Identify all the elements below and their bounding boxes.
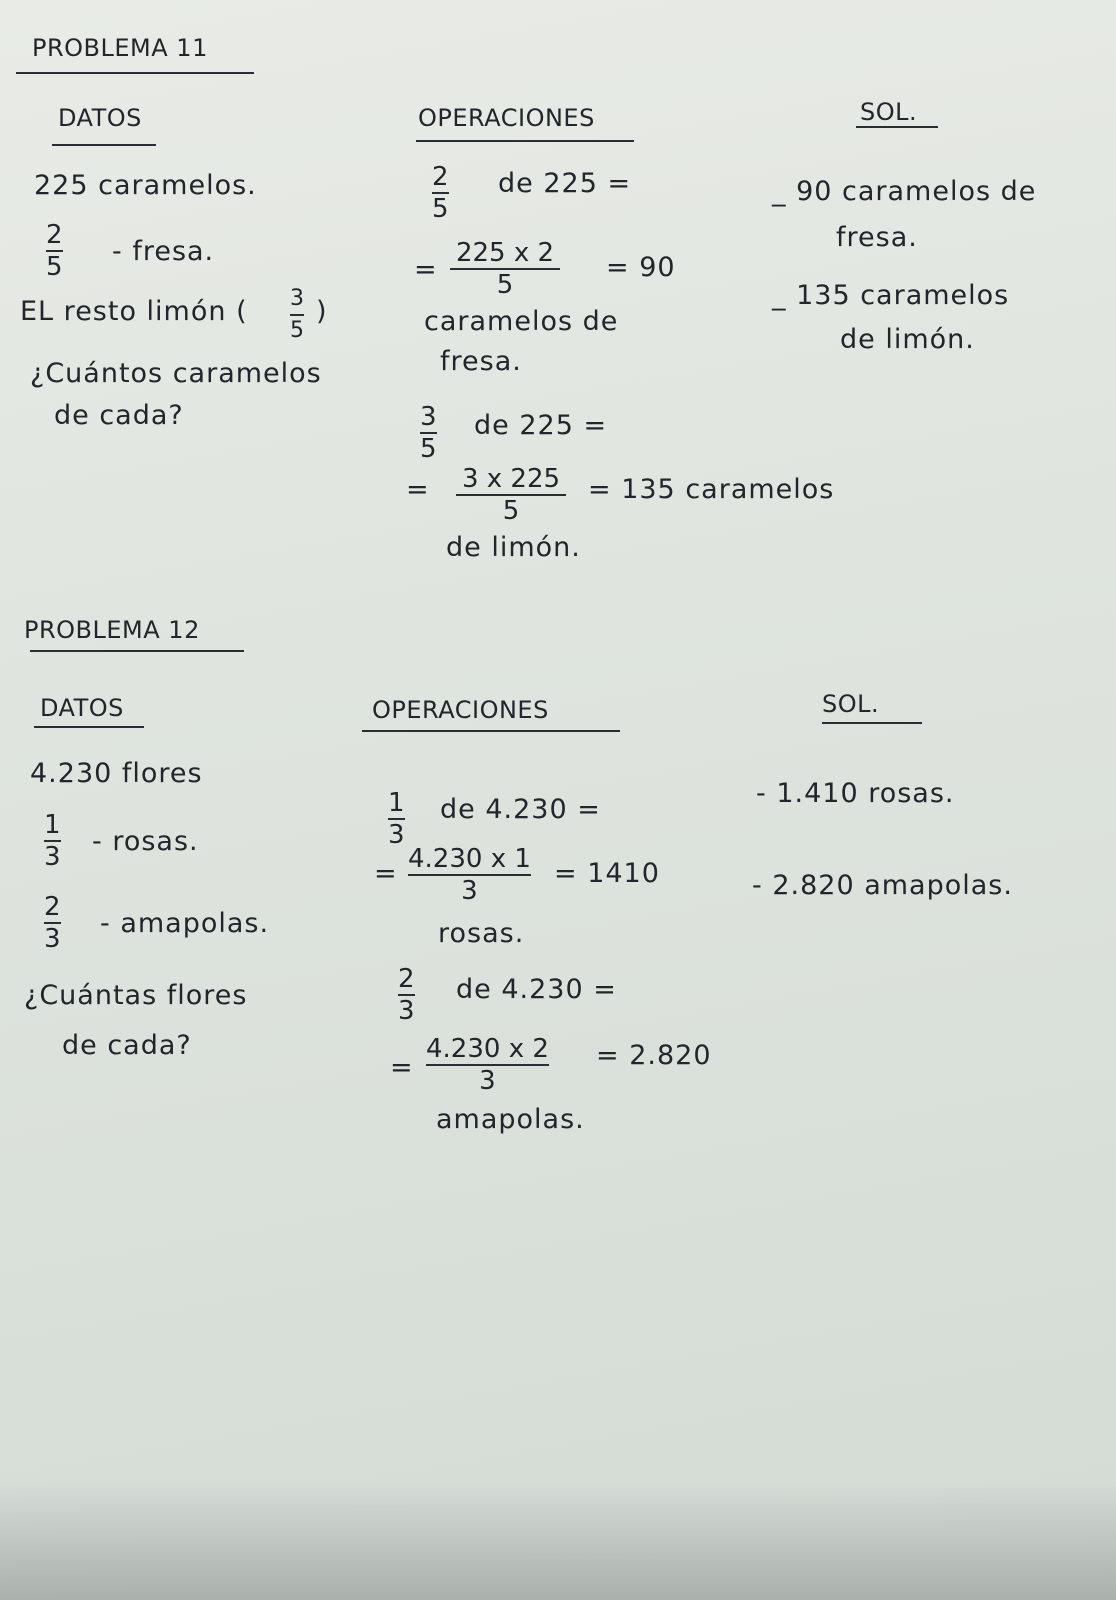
fraction-numerator: 2 — [398, 964, 415, 994]
problem-12-sol-heading: SOL. — [822, 690, 880, 718]
problem-11-operaciones-underline — [416, 140, 634, 142]
problem-12-rosas-label: - rosas. — [92, 826, 199, 857]
problem-12-datos-heading: DATOS — [40, 694, 124, 722]
problem-12-title-underline — [30, 650, 244, 652]
problem-11-op4-equals: = — [406, 474, 430, 505]
problem-12-op4-words: amapolas. — [436, 1104, 585, 1135]
fraction-denominator: 5 — [432, 194, 449, 224]
problem-11-op2-words-line1: caramelos de — [424, 306, 619, 337]
problem-12-question-line2: de cada? — [62, 1030, 192, 1061]
fraction-denominator: 3 — [461, 876, 478, 906]
fraction-numerator: 2 — [44, 892, 61, 922]
fraction-denominator: 5 — [502, 496, 520, 526]
problem-11-title-underline — [16, 72, 254, 74]
problem-11-op3-fraction — [420, 404, 437, 462]
problem-11-resto-close: ) — [316, 296, 328, 327]
problem-11-question-line1: ¿Cuántos caramelos — [30, 358, 322, 389]
problem-12-sol-underline — [822, 722, 922, 724]
problem-12-question-line1: ¿Cuántas flores — [24, 980, 248, 1011]
fraction-denominator: 3 — [388, 820, 405, 850]
fraction-numerator: 225 x 2 — [455, 238, 555, 268]
fraction-numerator: 4.230 x 2 — [426, 1034, 549, 1064]
fraction-numerator: 3 — [290, 286, 304, 311]
fraction-numerator: 4.230 x 1 — [408, 844, 531, 874]
problem-11-sol-underline — [856, 126, 938, 128]
fraction-denominator: 5 — [496, 270, 514, 300]
problem-11-operaciones-heading: OPERACIONES — [418, 104, 595, 132]
fraction-numerator: 1 — [44, 810, 61, 840]
problem-12-op2-equals: = — [374, 858, 398, 889]
problem-12-fraction-rosas — [44, 812, 61, 870]
problem-11-total-caramelos: 225 caramelos. — [34, 170, 257, 201]
problem-12-op2-words: rosas. — [438, 918, 525, 949]
problem-12-op4-fraction — [426, 1036, 549, 1094]
problem-12-total-flores: 4.230 flores — [30, 758, 203, 789]
problem-11-title: PROBLEMA 11 — [32, 34, 208, 62]
problem-12-op2-fraction — [408, 846, 531, 904]
fraction-bar — [290, 314, 304, 316]
problem-11-fraction-fresa — [46, 222, 63, 280]
problem-11-datos-heading: DATOS — [58, 104, 142, 132]
problem-11-op2-fraction — [450, 240, 560, 298]
problem-11-question-line2: de cada? — [54, 400, 184, 431]
problem-11-op3-text: de 225 = — [474, 410, 608, 441]
fraction-denominator: 3 — [479, 1066, 496, 1096]
problem-12-datos-underline — [34, 726, 144, 728]
problem-12-sol-line1: - 1.410 rosas. — [756, 778, 955, 809]
fraction-denominator: 5 — [46, 252, 63, 282]
problem-11-op1-text: de 225 = — [498, 168, 632, 199]
fraction-numerator: 3 x 225 — [461, 464, 561, 494]
problem-11-op1-fraction — [432, 164, 449, 222]
problem-12-op1-text: de 4.230 = — [440, 794, 601, 825]
problem-12-title: PROBLEMA 12 — [24, 616, 200, 644]
fraction-denominator: 3 — [398, 996, 415, 1026]
problem-12-fraction-amapolas — [44, 894, 61, 952]
problem-12-op3-fraction — [398, 966, 415, 1024]
problem-12-operaciones-underline — [362, 730, 620, 732]
problem-12-op2-result: = 1410 — [554, 858, 660, 889]
fraction-numerator: 1 — [388, 788, 405, 818]
problem-11-resto-limon: EL resto limón ( — [20, 296, 248, 327]
page-shadow — [0, 1480, 1116, 1600]
fraction-numerator: 2 — [46, 220, 63, 250]
problem-12-operaciones-heading: OPERACIONES — [372, 696, 549, 724]
fraction-numerator: 3 — [420, 402, 437, 432]
problem-11-sol-line2a: _ 135 caramelos — [772, 280, 1010, 311]
fraction-denominator: 5 — [420, 434, 437, 464]
problem-12-amapolas-label: - amapolas. — [100, 908, 270, 939]
problem-11-sol-heading: SOL. — [860, 98, 918, 126]
fraction-numerator: 2 — [432, 162, 449, 192]
problem-12-op4-result: = 2.820 — [596, 1040, 712, 1071]
problem-12-sol-line2: - 2.820 amapolas. — [752, 870, 1013, 901]
problem-11-fresa-label: - fresa. — [112, 236, 215, 267]
problem-11-datos-underline — [52, 144, 156, 146]
problem-11-fraction-limon — [290, 286, 304, 344]
problem-11-op2-words-line2: fresa. — [440, 346, 522, 377]
fraction-denominator: 3 — [44, 924, 61, 954]
problem-11-sol-line1a: _ 90 caramelos de — [772, 176, 1037, 207]
problem-11-op4-fraction — [456, 466, 566, 524]
fraction-denominator: 5 — [290, 318, 304, 343]
problem-11-op2-equals: = — [414, 254, 438, 285]
problem-11-sol-line2b: de limón. — [840, 324, 975, 355]
problem-12-op4-equals: = — [390, 1052, 414, 1083]
problem-11-sol-line1b: fresa. — [836, 222, 918, 253]
fraction-denominator: 3 — [44, 842, 61, 872]
problem-11-op4-result: = 135 caramelos — [588, 474, 835, 505]
problem-12-op3-text: de 4.230 = — [456, 974, 617, 1005]
problem-11-op2-result: = 90 — [606, 252, 676, 283]
problem-11-op4-words: de limón. — [446, 532, 581, 563]
problem-12-op1-fraction — [388, 790, 405, 848]
